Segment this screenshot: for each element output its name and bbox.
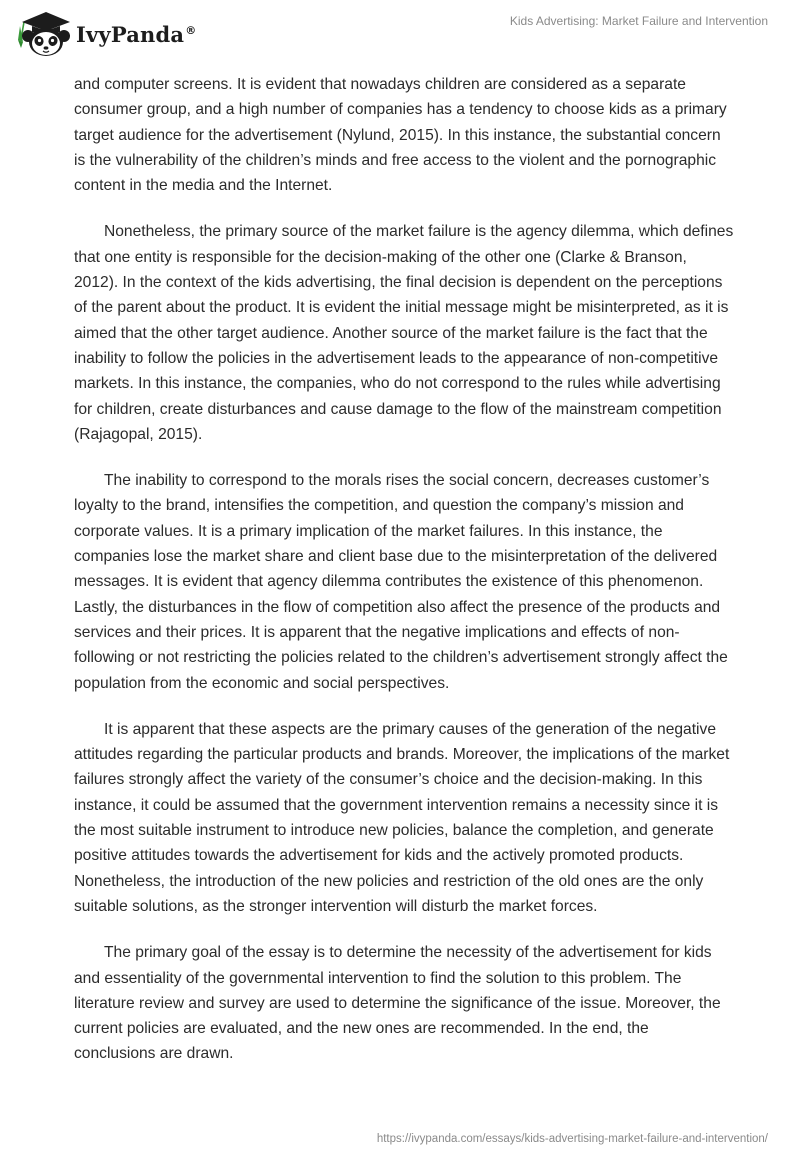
page-header — [0, 0, 800, 70]
source-url-link[interactable]: https://ivypanda.com/essays/kids-advertising-market-failure-and-intervention/ — [376, 1133, 768, 1145]
ivypanda-logo[interactable] — [14, 6, 196, 58]
brand-name: IvyPanda® — [76, 21, 197, 47]
panda-graduation-cap-icon — [14, 6, 74, 58]
paragraph-2: Nonetheless, the primary source of the market failure is the agency dilemma, which defines that one entity is responsible for the decision-making of the other one (Clarke & Branson, 2012). In the context of the kids advertising, the final decision is dependent on the perceptions of the parent about the product. It is evident the initial message might be misinterpreted, as it is aimed that the other target audience. Another source of the market failure is the fact that the inability to follow the policies in the advertisement leads to the appearance of non-competitive markets. In this instance, the companies, who do not correspond to the rules while advertising for children, create disturbances and cause damage to the flow of the mainstream competition (Rajagopal, 2015). — [74, 223, 734, 443]
paragraph-3: The inability to correspond to the morals rises the social concern, decreases customer’s loyalty to the brand, intensifies the competition, and question the company’s mission and corporate values. It is a primary implication of the market failures. In this instance, the companies lose the market share and client base due to the misinterpretation of the delivered messages. It is evident that agency dilemma contributes the existence of this phenomenon. Lastly, the disturbances in the flow of competition also affect the presence of the products and services and their prices. It is apparent that the negative implications and effects of non-following or not restricting the policies related to the children’s advertisement strongly affect the population from the economic and social perspectives. — [74, 472, 728, 692]
paragraph-4: It is apparent that these aspects are the primary causes of the generation of the negative attitudes regarding the particular products and brands. Moreover, the implications of the market failures strongly affect the variety of the consumer’s choice and the decision-making. In this instance, it could be assumed that the government intervention remains a necessity since it is the most suitable instrument to introduce new policies, balance the completion, and generate positive attitudes towards the advertisement for kids and the actively promoted products. Nonetheless, the introduction of the new policies and restriction of the old ones are the only suitable solutions, as the stronger intervention will disturb the market forces. — [74, 720, 730, 915]
paragraph-5: The primary goal of the essay is to determine the necessity of the advertisement for kids and essentiality of the governmental intervention to find the solution to this problem. The literature review and survey are used to determine the significance of the issue. Moreover, the current policies are evaluated, and the new ones are recommended. In the end, the conclusions are drawn. — [74, 944, 721, 1063]
paragraph-1: and computer screens. It is evident that nowadays children are considered as a separate consumer group, and a high number of companies has a tendency to choose kids as a primary target audience for the advertisement (Nylund, 2015). In this instance, the substantial concern is the vulnerability of the children’s minds and free access to the violent and the pornographic content in the media and the Internet. — [74, 76, 727, 195]
document-title: Kids Advertising: Market Failure and Intervention — [509, 14, 768, 28]
essay-body — [74, 72, 734, 1088]
registered-mark: ® — [185, 23, 197, 37]
